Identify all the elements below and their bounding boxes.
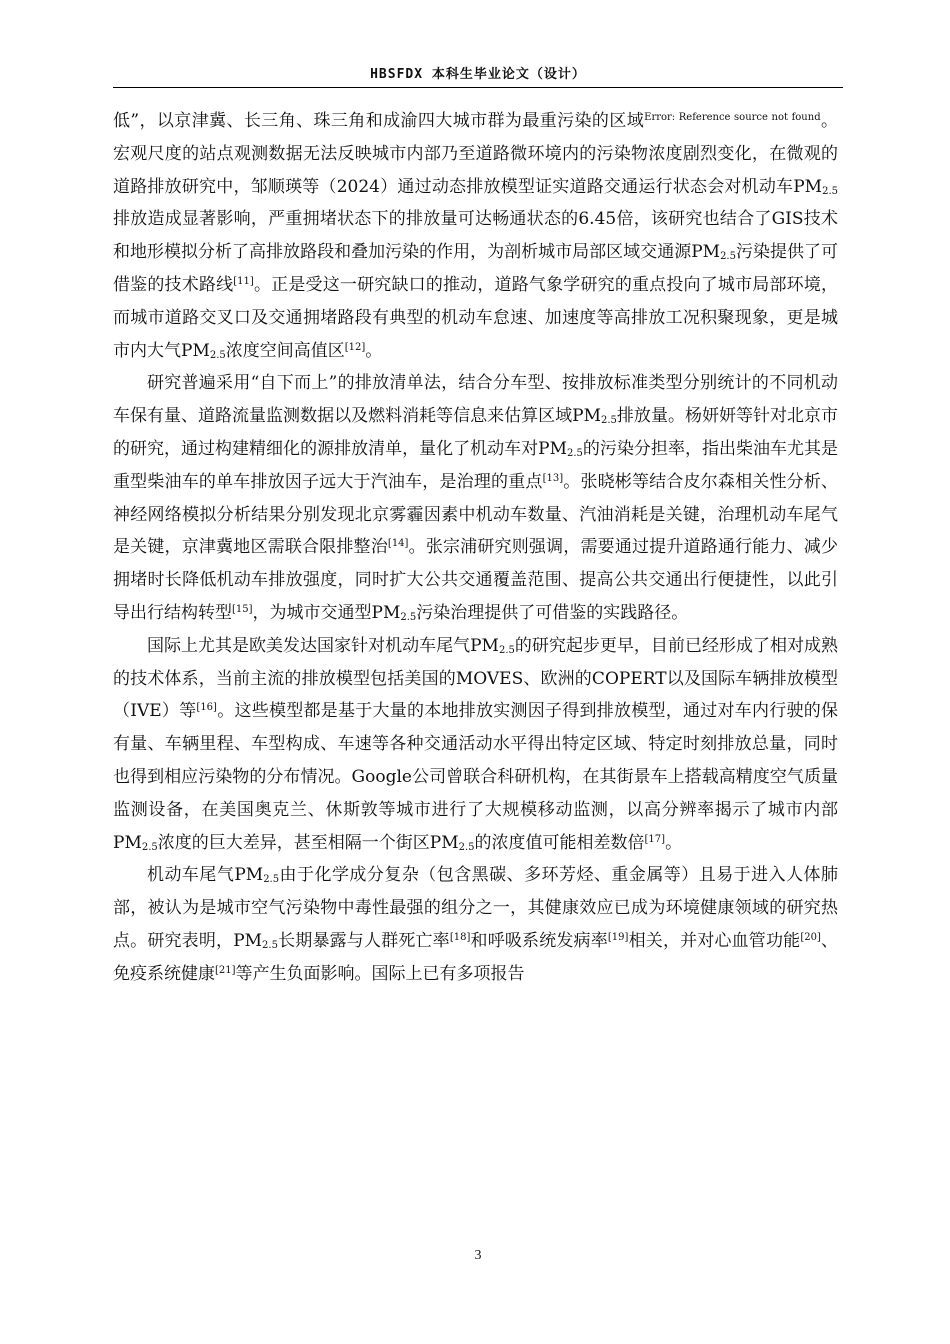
citation-ref: [17] bbox=[644, 833, 666, 845]
subscript: 2.5 bbox=[141, 841, 158, 853]
text-run: ，为城市交通型PM bbox=[252, 602, 401, 623]
text-run: 排放量。杨妍妍等针对北京市的研究，通过构建精细化的源排放清单，量化了机动车对PM bbox=[113, 406, 838, 459]
text-run: 。张宗浦研究则强调，需要通过提升道路通行能力、减少拥堵时长降低机动车排放强度，同时扩大公共交通覆盖范围、提高公共交通出行便捷性，以此引导出行结构转型 bbox=[113, 537, 839, 623]
paragraph bbox=[113, 367, 838, 629]
text-run: 排放造成显著影响，严重拥堵状态下的排放量可达畅通状态的6.45倍，该研究也结合了GIS技术和地形模拟分析了高排放路段和叠加污染的作用，为剖析城市局部区域交通源PM bbox=[113, 209, 838, 263]
text-run: 、免疫系统健康 bbox=[113, 930, 839, 984]
subscript: 2.5 bbox=[262, 939, 278, 951]
subscript: 2.5 bbox=[601, 415, 617, 427]
citation-ref: [14] bbox=[387, 538, 409, 550]
paragraph bbox=[113, 859, 838, 990]
text-run: 研究普遍采用“自下而上”的排放清单法，结合分车型、按排放标准类型分别统计的不同机动车保有量、道路流量监测数据以及燃料消耗等信息来估算区域PM bbox=[113, 373, 838, 427]
subscript: 2.5 bbox=[400, 611, 417, 623]
text-run: 由于化学成分复杂（包含黑碳、多环芳烃、重金属等）且易于进入人体肺部，被认为是城市空气污染物中毒性最强的组分之一，其健康效应已成为环境健康领域的研究热点。研究表明，PM bbox=[113, 865, 838, 951]
citation-ref: [13] bbox=[542, 472, 564, 484]
text-run: 国际上尤其是欧美发达国家针对机动车尾气PM bbox=[147, 635, 499, 656]
text-run: 浓度空间高值区 bbox=[225, 340, 345, 361]
page-number: 3 bbox=[474, 1248, 482, 1263]
subscript: 2.5 bbox=[567, 447, 583, 459]
text-run: 机动车尾气PM bbox=[147, 865, 264, 886]
subscript: 2.5 bbox=[720, 251, 736, 263]
paragraph bbox=[113, 105, 838, 367]
subscript: 2.5 bbox=[498, 644, 515, 656]
citation-ref: [12] bbox=[344, 341, 366, 353]
citation-ref: [21] bbox=[215, 964, 236, 976]
text-run: 。宏观尺度的站点观测数据无法反映城市内部乃至道路微环境内的污染物浓度剧烈变化，在微观的道路排放研究中，邹顺瑛等（2024）通过动态排放模型证实道路交通运行状态会对机动车PM bbox=[113, 111, 838, 197]
citation-ref: [18] bbox=[449, 931, 471, 943]
text-run: 的研究起步更早，目前已经形成了相对成熟的技术体系，当前主流的排放模型包括美国的MOVES、欧洲的COPERT以及国际车辆排放模型（IVE）等 bbox=[113, 635, 838, 722]
citation-ref: [20] bbox=[800, 931, 821, 943]
header-rule bbox=[113, 87, 843, 88]
subscript: 2.5 bbox=[458, 841, 475, 853]
text-run: 相关，并对心血管功能 bbox=[628, 930, 801, 951]
subscript: 2.5 bbox=[822, 185, 838, 197]
citation-ref: [16] bbox=[196, 702, 217, 714]
text-run: 。正是受这一研究缺口的推动，道路气象学研究的重点投向了城市局部环境，而城市道路交叉口及交通拥堵路段有典型的机动车怠速、加速度等高排放工况积聚现象，更是城市内大气PM bbox=[113, 274, 839, 361]
text-run: 的污染分担率，指出柴油车尤其是重型柴油车的单车排放因子远大于汽油车，是治理的重点 bbox=[113, 438, 838, 492]
text-run: 长期暴露与人群死亡率 bbox=[277, 930, 450, 951]
text-run: 。 bbox=[665, 832, 683, 853]
running-header: HBSFDX 本科生毕业论文（设计） bbox=[370, 67, 586, 82]
reference-error: Error: Reference source not found bbox=[644, 112, 821, 123]
citation-ref: [11] bbox=[233, 275, 254, 287]
citation-ref: [19] bbox=[607, 931, 629, 943]
text-run: 。这些模型都是基于大量的本地排放实测因子得到排放模型，通过对车内行驶的保有量、车辆里程、车型构成、车速等各种交通活动水平得出特定区域、特定时刻排放总量，同时也得到相应污染物的分布情况。Google公司曾联合科研机构，在其街景车上搭载高精度空气质量监测设备，在美国奥克兰、休斯敦等城市进行了大规模移动监测，以高分辨率揭示了城市内部PM bbox=[113, 701, 839, 853]
subscript: 2.5 bbox=[209, 349, 226, 361]
text-run: 污染治理提供了可借鉴的实践路径。 bbox=[416, 602, 689, 623]
paragraph bbox=[113, 630, 838, 860]
text-run: 浓度的巨大差异，甚至相隔一个街区PM bbox=[157, 832, 459, 853]
text-run: 。 bbox=[365, 340, 383, 361]
text-run: 和呼吸系统发病率 bbox=[470, 930, 608, 951]
citation-ref: [15] bbox=[232, 603, 253, 615]
text-run: 低”，以京津冀、长三角、珠三角和成渝四大城市群为最重污染的区域 bbox=[113, 111, 645, 131]
body-text bbox=[113, 105, 838, 991]
text-run: 污染提供了可借鉴的技术路线 bbox=[113, 242, 839, 295]
subscript: 2.5 bbox=[263, 874, 280, 886]
text-run: 的浓度值可能相差数倍 bbox=[474, 832, 645, 853]
text-run: 等产生负面影响。国际上已有多项报告 bbox=[235, 963, 525, 984]
text-run: 。张晓彬等结合皮尔森相关性分析、神经网络模拟分析结果分别发现北京雾霾因素中机动车数量、汽油消耗是关键，治理机动车尾气是关键，京津冀地区需联合限排整治 bbox=[113, 471, 839, 558]
